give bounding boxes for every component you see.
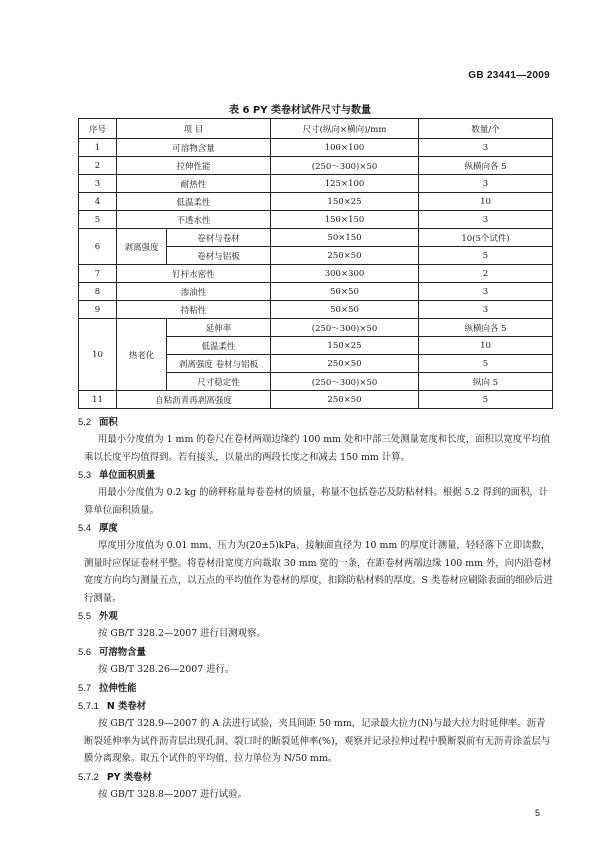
cell-qty: 纵横向各 5 bbox=[419, 319, 553, 337]
cell-item: 低温柔性 bbox=[167, 337, 271, 355]
section-title: 厚度 bbox=[99, 523, 118, 534]
table-row bbox=[79, 301, 553, 319]
section-number: 5.3 bbox=[78, 469, 92, 480]
cell-qty: 3 bbox=[419, 211, 553, 229]
section-title: PY 类卷材 bbox=[106, 772, 152, 783]
cell-no: 1 bbox=[79, 139, 117, 157]
table-header-row bbox=[79, 119, 553, 139]
cell-qty: 3 bbox=[419, 175, 553, 193]
table-row bbox=[79, 283, 553, 301]
cell-qty: 3 bbox=[419, 283, 553, 301]
cell-item: 卷材与铝板 bbox=[167, 247, 271, 265]
cell-qty: 纵向 5 bbox=[419, 373, 553, 391]
cell-item: 钉杆水密性 bbox=[117, 265, 271, 283]
section-5-2-text: 用最小分度值为 1 mm 的卷尺在卷材两端边缘约 100 mm 处和中部三处测量宽度和长度，面积以宽度平均值乘以长度平均值得到。若有接头，以量出的两段长度之和减去 150 mm 计算。 bbox=[84, 434, 551, 463]
section-heading-5-2 bbox=[78, 413, 118, 432]
cell-no: 3 bbox=[79, 175, 117, 193]
section-5-4-text: 厚度用分度值为 0.01 mm、压力为(20±5)kPa、接触面直径为 10 mm 的厚度计测量，轻轻落下立即读数，测量时应保证卷材平整。将卷材沿宽度方向裁取 30 mm 宽的一条，在距卷材两端边缘 100 mm 外，向内沿卷材宽度方向均匀测量五点，以五点的平均值作为卷材的厚度，扣除防粘材料的厚度。S 类卷材应刷除表面的细砂后进行测量。 bbox=[84, 540, 553, 604]
section-title: 外观 bbox=[99, 611, 118, 622]
cell-item: 延伸率 bbox=[167, 319, 271, 337]
cell-size: 250×50 bbox=[271, 391, 419, 409]
cell-no: 8 bbox=[79, 283, 117, 301]
section-5-7-2-text: 按 GB/T 328.8—2007 进行试验。 bbox=[98, 789, 248, 800]
section-number: 5.2 bbox=[78, 416, 92, 427]
header-item: 项 目 bbox=[117, 119, 271, 139]
cell-qty: 纵横向各 5 bbox=[419, 157, 553, 175]
cell-no: 6 bbox=[79, 229, 117, 265]
section-heading-5-7-1 bbox=[78, 697, 146, 716]
section-heading-5-5 bbox=[78, 607, 118, 626]
cell-item: 尺寸稳定性 bbox=[167, 373, 271, 391]
cell-size: 250×50 bbox=[271, 247, 419, 265]
section-number: 5.7.2 bbox=[78, 771, 99, 782]
cell-qty: 3 bbox=[419, 301, 553, 319]
table-row bbox=[79, 139, 553, 157]
section-5-5-text: 按 GB/T 328.2—2007 进行目测观察。 bbox=[98, 628, 266, 639]
cell-item: 低温柔性 bbox=[117, 193, 271, 211]
table-row bbox=[79, 175, 553, 193]
section-5-6-text: 按 GB/T 328.26—2007 进行。 bbox=[98, 664, 235, 675]
cell-qty: 5 bbox=[419, 391, 553, 409]
table-row bbox=[79, 229, 553, 247]
cell-item: 卷材与卷材 bbox=[167, 229, 271, 247]
cell-size: 150×150 bbox=[271, 211, 419, 229]
section-title: N 类卷材 bbox=[106, 701, 147, 712]
section-number: 5.4 bbox=[78, 522, 92, 533]
cell-size: (250～300)×50 bbox=[271, 157, 419, 175]
table-caption: 表 6 PY 类卷材试件尺寸与数量 bbox=[229, 105, 371, 116]
section-title: 面积 bbox=[99, 417, 118, 428]
cell-size: 150×25 bbox=[271, 337, 419, 355]
cell-size: 125×100 bbox=[271, 175, 419, 193]
cell-qty: 5 bbox=[419, 355, 553, 373]
cell-size: (250～300)×50 bbox=[271, 373, 419, 391]
section-heading-5-7 bbox=[78, 679, 137, 698]
cell-no: 5 bbox=[79, 211, 117, 229]
cell-no: 7 bbox=[79, 265, 117, 283]
specimen-table bbox=[78, 118, 553, 409]
cell-size: 50×150 bbox=[271, 229, 419, 247]
table-row bbox=[79, 193, 553, 211]
section-heading-5-4 bbox=[78, 519, 118, 538]
cell-size: 100×100 bbox=[271, 139, 419, 157]
cell-qty: 10 bbox=[419, 193, 553, 211]
cell-qty: 5 bbox=[419, 247, 553, 265]
section-title: 可溶物含量 bbox=[99, 647, 146, 658]
cell-no: 9 bbox=[79, 301, 117, 319]
cell-item: 持粘性 bbox=[117, 301, 271, 319]
cell-item: 剥离强度 卷材与铝板 bbox=[167, 355, 271, 373]
cell-group: 热老化 bbox=[117, 319, 167, 391]
header-qty: 数量/个 bbox=[419, 119, 553, 139]
table-row bbox=[79, 265, 553, 283]
cell-size: 250×50 bbox=[271, 355, 419, 373]
section-number: 5.7.1 bbox=[78, 700, 99, 711]
section-5-7-1-text: 按 GB/T 328.9—2007 的 A 法进行试验，夹具间距 50 mm，记录最大拉力(N)与最大拉力时延伸率。沥青断裂延伸率为试件沥青层出现孔洞、裂口时的断裂延伸率(%)，观察并记录拉伸过程中膜断裂前有无沥青涂盖层与膜分离现象。取五个试件的平均值，拉力单位为 N/50 mm。 bbox=[84, 718, 551, 764]
cell-item: 可溶物含量 bbox=[117, 139, 271, 157]
section-title: 单位面积质量 bbox=[99, 470, 156, 481]
section-5-3-text: 用最小分度值为 0.2 kg 的磅秤称量每卷卷材的质量，称量不包括卷芯及防粘材料。根据 5.2 得到的面积，计算单位面积质量。 bbox=[84, 487, 549, 516]
section-title: 拉伸性能 bbox=[99, 683, 137, 694]
cell-qty: 10 bbox=[419, 337, 553, 355]
cell-size: (250～300)×50 bbox=[271, 319, 419, 337]
cell-size: 50×50 bbox=[271, 283, 419, 301]
table-row bbox=[79, 319, 553, 337]
cell-qty: 10(5个试件) bbox=[419, 229, 553, 247]
cell-no: 11 bbox=[79, 391, 117, 409]
cell-no: 2 bbox=[79, 157, 117, 175]
page-number: 5 bbox=[534, 808, 540, 818]
section-number: 5.7 bbox=[78, 682, 92, 693]
table-row bbox=[79, 391, 553, 409]
standard-code: GB 23441—2009 bbox=[468, 70, 550, 81]
cell-item: 不透水性 bbox=[117, 211, 271, 229]
section-number: 5.5 bbox=[78, 610, 92, 621]
cell-size: 50×50 bbox=[271, 301, 419, 319]
cell-item: 自粘沥青再剥离强度 bbox=[117, 391, 271, 409]
table-row bbox=[79, 211, 553, 229]
section-heading-5-6 bbox=[78, 643, 146, 662]
cell-no: 10 bbox=[79, 319, 117, 391]
header-size: 尺寸(纵向×横向)/mm bbox=[271, 119, 419, 139]
table-row bbox=[79, 157, 553, 175]
cell-qty: 3 bbox=[419, 139, 553, 157]
cell-size: 300×300 bbox=[271, 265, 419, 283]
section-number: 5.6 bbox=[78, 646, 92, 657]
header-no: 序号 bbox=[79, 119, 117, 139]
cell-item: 耐热性 bbox=[117, 175, 271, 193]
cell-size: 150×25 bbox=[271, 193, 419, 211]
cell-no: 4 bbox=[79, 193, 117, 211]
cell-item: 拉伸性能 bbox=[117, 157, 271, 175]
section-heading-5-7-2 bbox=[78, 768, 152, 787]
section-heading-5-3 bbox=[78, 466, 155, 485]
cell-item: 渗油性 bbox=[117, 283, 271, 301]
cell-group: 剥离强度 bbox=[117, 229, 167, 265]
cell-qty: 2 bbox=[419, 265, 553, 283]
